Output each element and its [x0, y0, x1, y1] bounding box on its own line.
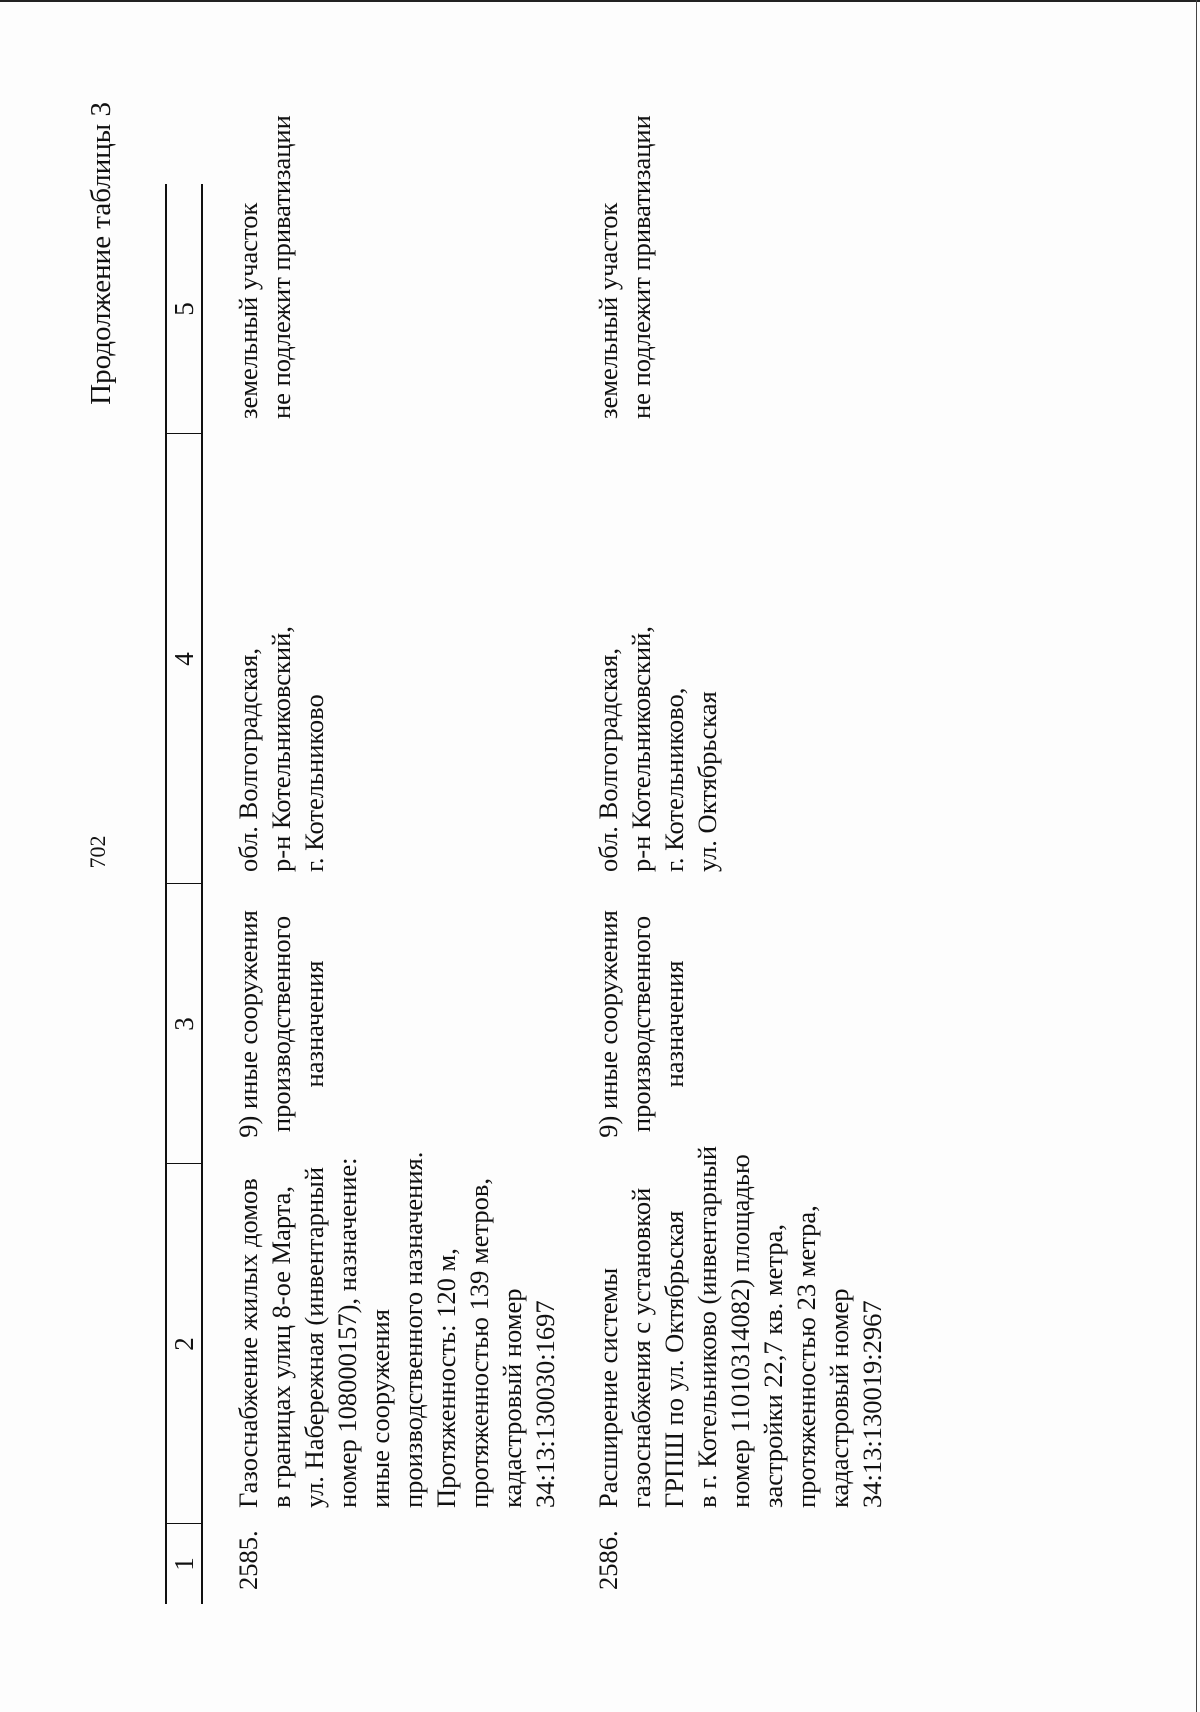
column-header-1: 1: [167, 1523, 203, 1604]
object-description: Расширение системы газоснабжения с установкой ГРПШ по ул. Октябрьская в г. Котельниково (инвентарный номер 11010314082) площадью застройки 22,7 кв. метра, протяженностью 23 метра, кадастровый номер 34:13:130019:2967: [593, 1145, 887, 1508]
object-address: обл. Волгоградская, р-н Котельниковский, г. Котельниково, ул. Октябрьская: [593, 626, 722, 872]
object-note: земельный участок не подлежит приватизации: [233, 115, 296, 419]
property-table: [165, 115, 1200, 1604]
object-address: обл. Волгоградская, р-н Котельниковский, г. Котельниково: [233, 626, 329, 872]
object-type: 9) иные сооружения производственного назначения: [233, 910, 329, 1138]
row-number: 2586.: [593, 1530, 623, 1590]
column-header-3: 3: [167, 883, 203, 1164]
column-header-2: 2: [167, 1163, 203, 1524]
page-number: 702: [85, 835, 110, 869]
object-description: Газоснабжение жилых домов в границах улиц 8-ое Марта, ул. Набережная (инвентарный номер 108000157), назначение: иные сооружения производственного назначения. Протяженность: 120 м, протяженностью 139 метров, кадастровый номер 34:13:130030:1697: [233, 1151, 560, 1508]
object-type: 9) иные сооружения производственного назначения: [593, 910, 689, 1138]
object-note: земельный участок не подлежит приватизации: [593, 115, 656, 419]
row-number: 2585.: [233, 1530, 263, 1590]
column-header-4: 4: [167, 433, 203, 884]
column-header-5: 5: [167, 184, 203, 434]
table-continuation-title: Продолжение таблицы 3: [85, 102, 117, 405]
